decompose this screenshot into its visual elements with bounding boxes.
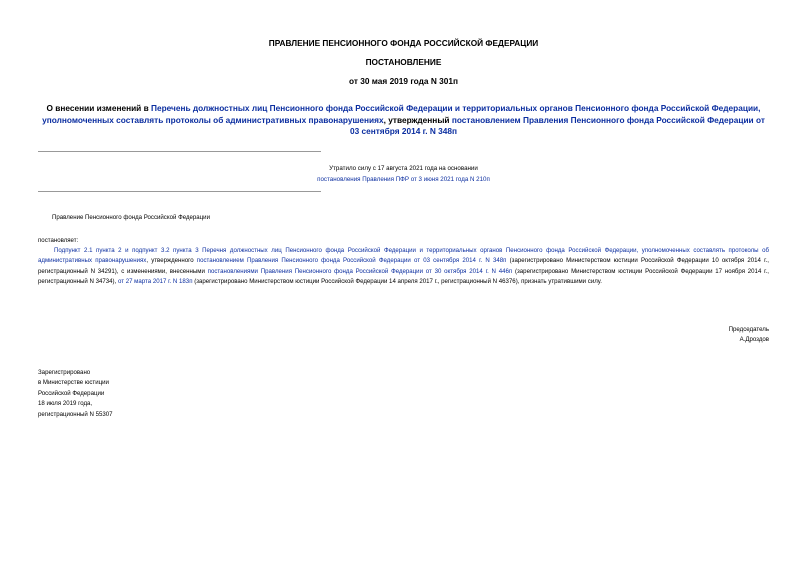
board-name: Правление Пенсионного фонда Российской Федерации [52,214,210,221]
status-note-text: Утратило силу с 17 августа 2021 года на основании [329,165,478,172]
registration-line-5: регистрационный N 55307 [38,410,113,418]
registration-line-3: Российской Федерации [38,389,105,397]
body-text-1: , утвержденного [146,257,197,265]
body-text-3: (зарегистрировано Министерством юстиции Российской Федерации 17 ноября 2014 г., регистрационный N 34734), [38,267,769,286]
document-date-number: от 30 мая 2019 года N 301п [349,76,458,86]
decree-paragraph [38,246,769,288]
body-link-resolution-183[interactable]: от 27 марта 2017 г. N 183п [117,278,193,286]
divider-bottom [38,191,321,192]
signatory-name: А.Дроздов [739,336,769,344]
body-link-list-items[interactable]: Подпункт 2.1 пункта 2 и подпункт 3.2 пункта 3 Перечня должностных лиц Пенсионного фонда Российской Федерации и территориальных органов Пенсионного фонда Российской Федерации, уполномоченных составлять протоколы об административных правонарушениях [38,247,769,265]
status-note [200,164,607,185]
title-link-list[interactable]: Перечень должностных лиц Пенсионного фонда Российской Федерации и территориальных органов Пенсионного фонда Российской Федерации, уполномоченных составлять протоколы об административных правонарушениях [42,103,761,125]
body-text-4: (зарегистрировано Министерством юстиции Российской Федерации 14 апреля 2017 г., регистрационный N 46376), признать утратившими силу. [192,278,602,286]
title-prefix: О внесении изменений в [46,103,151,113]
body-text-2: (зарегистрировано Министерством юстиции Российской Федерации 10 октября 2014 г., регистрационный N 34291), с изменениями, внесенными [38,257,769,275]
signature-block [729,325,769,346]
registration-line-1: Зарегистрировано [38,369,91,376]
registration-line-2: в Министерстве юстиции [38,379,109,387]
document-type: ПОСТАНОВЛЕНИЕ [365,57,442,67]
body-link-resolution-446[interactable]: постановлениями Правления Пенсионного фонда Российской Федерации от 30 октября 2014 г. N 446п [207,267,513,275]
divider-top [38,151,321,152]
issuer-heading: ПРАВЛЕНИЕ ПЕНСИОННОГО ФОНДА РОССИЙСКОЙ ФЕДЕРАЦИИ [268,38,539,48]
registration-line-4: 18 июля 2019 года, [38,400,93,408]
title-middle: , утвержденный [383,114,452,125]
status-note-link[interactable]: постановления Правления ПФР от 3 июня 2021 года N 210п [317,175,490,183]
signatory-role: Председатель [728,326,769,333]
body-link-resolution-348[interactable]: постановлением Правления Пенсионного фонда Российской Федерации от 03 сентября 2014 г. N 348п [196,257,507,265]
document-title [42,103,765,138]
registration-block [38,368,113,420]
title-link-resolution[interactable]: постановлением Правления Пенсионного фонда Российской Федерации от 03 сентября 2014 г. N 348п [349,114,765,136]
decree-word: постановляет: [38,237,79,244]
